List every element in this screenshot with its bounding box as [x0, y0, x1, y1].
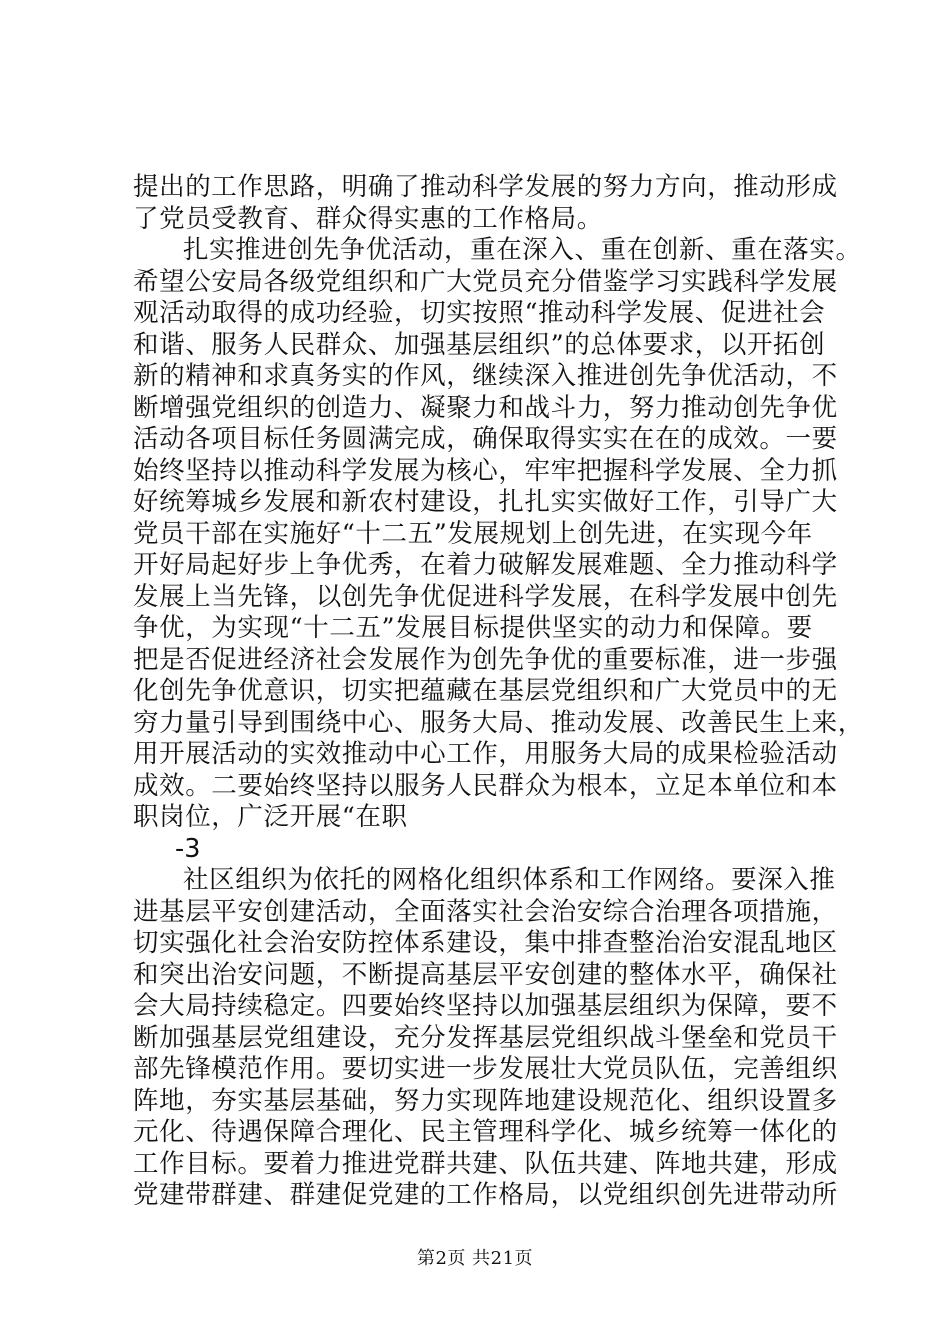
text-line: 和突出治安问题，不断提高基层平安创建的整体水平，确保社: [133, 959, 838, 990]
paragraph-start-line: 社区组织为依托的网格化组织体系和工作网络。要深入推: [183, 865, 836, 895]
text-line: 活动各项目标任务圆满完成，确保取得实实在在的成效。一要: [133, 424, 838, 454]
text-line: 进基层平安创建活动，全面落实社会治安综合治理各项措施，: [133, 896, 838, 927]
text-line: 党建带群建、群建促党建的工作格局，以党组织创先进带动所: [133, 1180, 838, 1210]
text-line: 和谐、服务人民群众、加强基层组织”的总体要求，以开拓创: [133, 329, 826, 360]
text-line: 阵地，夯实基层基础，努力实现阵地建设规范化、组织设置多: [133, 1085, 838, 1116]
text-line: 断加强基层党组建设，充分发挥基层党组织战斗堡垒和党员干: [133, 1022, 838, 1053]
page-marker: -3: [175, 833, 201, 864]
page-footer: 第2页 共21页: [416, 1248, 534, 1269]
text-line: 新的精神和求真务实的作风，继续深入推进创先争优活动，不: [133, 361, 838, 391]
text-line: 提出的工作思路，明确了推动科学发展的努力方向，推动形成: [133, 172, 838, 202]
text-line: 把是否促进经济社会发展作为创先争优的重要标准，进一步强: [133, 644, 838, 675]
text-line: 化创先争优意识，切实把蕴藏在基层党组织和广大党员中的无: [133, 676, 838, 706]
text-line: 切实强化社会治安防控体系建设，集中排查整治治安混乱地区: [133, 928, 838, 958]
text-line: 观活动取得的成功经验，切实按照“推动科学发展、促进社会: [133, 298, 826, 328]
text-line: 穷力量引导到围绕中心、服务大局、推动发展、改善民生上来，: [133, 707, 864, 738]
text-line: 用开展活动的实效推动中心工作，用服务大局的成果检验活动: [133, 739, 838, 769]
text-line: 断增强党组织的创造力、凝聚力和战斗力，努力推动创先争优: [133, 392, 838, 423]
text-line: 会大局持续稳定。四要始终坚持以加强基层组织为保障，要不: [133, 991, 838, 1021]
text-line: 党员干部在实施好“十二五”发展规划上创先进，在实现今年: [133, 518, 813, 549]
body-text: [133, 172, 864, 1212]
text-line: 部先锋模范作用。要切实进一步发展壮大党员队伍，完善组织: [133, 1054, 838, 1084]
text-line: 发展上当先锋，以创先争优促进科学发展，在科学发展中创先: [133, 581, 838, 612]
text-line: 始终坚持以推动科学发展为核心，牢牢把握科学发展、全力抓: [133, 455, 838, 486]
text-line: 争优，为实现“十二五”发展目标提供坚实的动力和保障。要: [133, 613, 813, 643]
text-line: 了党员受教育、群众得实惠的工作格局。: [133, 203, 603, 234]
text-line: 希望公安局各级党组织和广大党员充分借鉴学习实践科学发展: [133, 266, 838, 297]
text-line: 成效。二要始终坚持以服务人民群众为根本，立足本单位和本: [133, 770, 838, 801]
paragraph-start-line: 扎实推进创先争优活动，重在深入、重在创新、重在落实。: [183, 235, 862, 265]
text-line: 好统筹城乡发展和新农村建设，扎扎实实做好工作，引导广大: [133, 487, 838, 517]
text-line: 职岗位，广泛开展“在职: [133, 802, 408, 832]
text-line: 工作目标。要着力推进党群共建、队伍共建、阵地共建，形成: [133, 1148, 838, 1179]
text-line: 开好局起好步上争优秀，在着力破解发展难题、全力推动科学: [133, 550, 838, 580]
text-line: 元化、待遇保障合理化、民主管理科学化、城乡统筹一体化的: [133, 1117, 838, 1147]
